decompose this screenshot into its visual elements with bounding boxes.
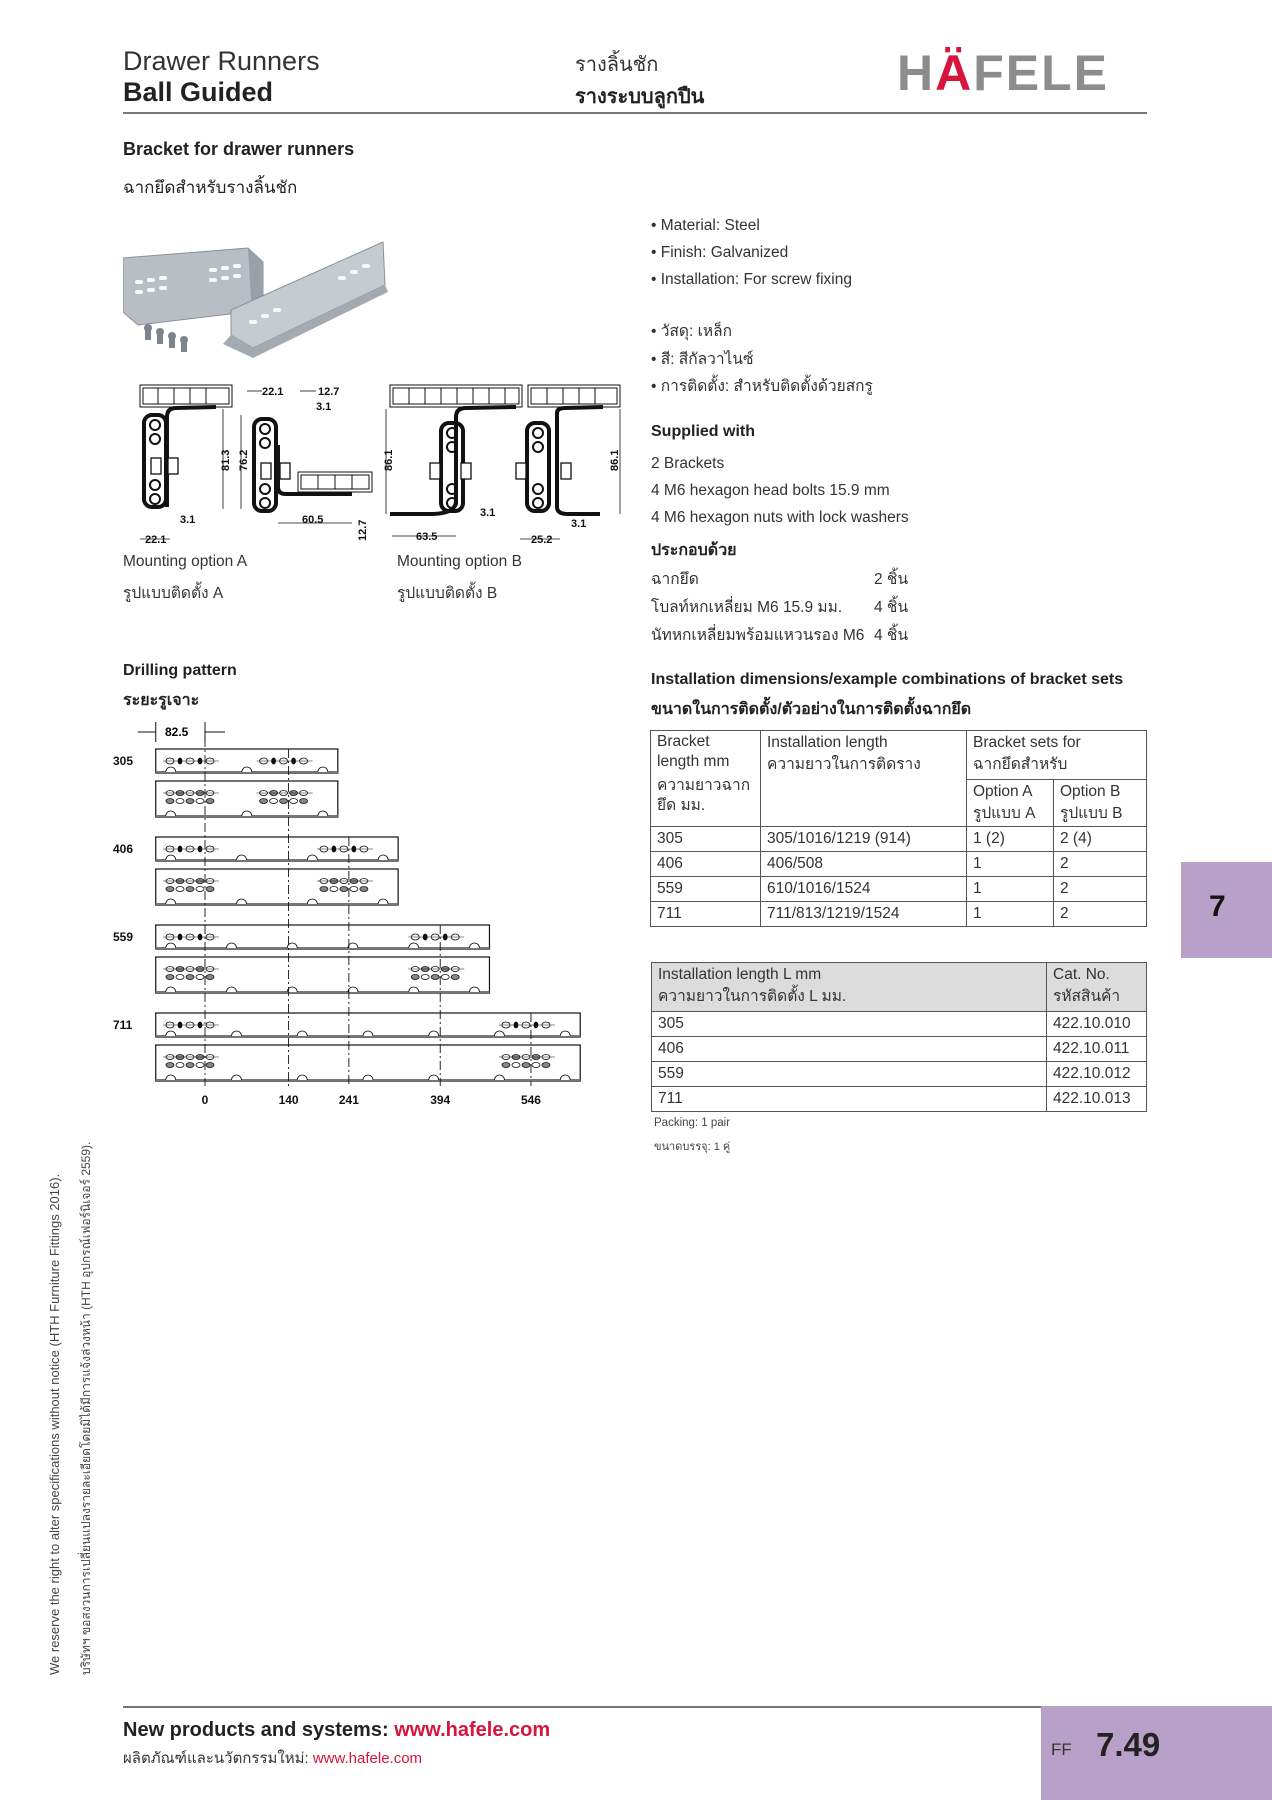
footer-line-thai: ผลิตภัณฑ์และนวัตกรรมใหม่: www.hafele.com xyxy=(123,1750,423,1767)
drawer-panel-b2 xyxy=(528,385,620,407)
tick-label: 0 xyxy=(201,1093,209,1107)
dim-label: 25.2 xyxy=(531,534,553,546)
table-row: 406 422.10.011 xyxy=(652,1037,1147,1062)
dim-label: 3.1 xyxy=(480,507,496,519)
hole xyxy=(280,799,288,804)
header-divider xyxy=(123,112,1147,114)
spec-item: • Finish: Galvanized xyxy=(651,244,789,261)
hole xyxy=(502,1063,510,1068)
packing-note-thai: ขนาดบรรจุ: 1 คู่ xyxy=(654,1141,731,1153)
length-label: 711 xyxy=(113,1018,133,1032)
hole xyxy=(522,1063,530,1068)
hole xyxy=(350,887,358,892)
hole xyxy=(166,975,174,980)
hole xyxy=(300,799,308,804)
logo-part: FELE xyxy=(973,45,1110,101)
hole xyxy=(176,799,184,804)
catalog-table xyxy=(651,962,1147,1112)
tick-label: 140 xyxy=(278,1093,299,1107)
hole xyxy=(166,1063,174,1068)
page-number: 7.49 xyxy=(1096,1726,1161,1763)
hole xyxy=(196,975,204,980)
combinations-table xyxy=(650,730,1147,927)
supplied-item-thai: โบลท์หกเหลี่ยม M6 15.9 มม. 4 ชิ้น xyxy=(651,599,909,616)
hole xyxy=(176,1063,184,1068)
hole xyxy=(186,975,194,980)
product-photo xyxy=(123,240,393,365)
header-option-a: Option A รูปแบบ A xyxy=(967,780,1054,827)
spec-list xyxy=(651,212,852,293)
page-number-box xyxy=(1041,1706,1272,1800)
product-title: Bracket for drawer runners xyxy=(123,139,355,159)
mounting-option-a-caption: Mounting option A xyxy=(123,553,248,570)
table-row: 305 422.10.010 xyxy=(652,1012,1147,1037)
hole xyxy=(451,975,459,980)
page-title: Drawer Runners xyxy=(123,46,320,76)
dim-label: 3.1 xyxy=(316,401,332,413)
logo-accent: Ä xyxy=(935,45,974,101)
mounting-drawings xyxy=(120,383,640,553)
hole xyxy=(166,887,174,892)
hole xyxy=(206,799,214,804)
dim-label: 86.1 xyxy=(383,449,395,471)
header-option-b: Option B รูปแบบ B xyxy=(1054,780,1147,827)
section-code: FF xyxy=(1051,1740,1072,1759)
hole xyxy=(176,887,184,892)
length-label: 406 xyxy=(113,842,134,856)
hole xyxy=(166,799,174,804)
drawer-panel-a2 xyxy=(298,472,372,492)
spec-item: • Material: Steel xyxy=(651,217,760,234)
hole xyxy=(206,975,214,980)
hole xyxy=(176,975,184,980)
hole xyxy=(441,975,449,980)
table1-title: Installation dimensions/example combinations of bracket sets xyxy=(651,671,1124,688)
table-row: 711 422.10.013 xyxy=(652,1087,1147,1112)
dim-label: 81.3 xyxy=(220,449,232,471)
footer-link[interactable]: www.hafele.com xyxy=(394,1719,551,1741)
tick-label: 546 xyxy=(520,1093,541,1107)
drilling-pattern-diagram xyxy=(110,720,590,1115)
tick-label: 394 xyxy=(430,1093,451,1107)
chapter-tab xyxy=(1181,862,1272,958)
hole xyxy=(186,1063,194,1068)
hole xyxy=(196,1063,204,1068)
supplied-item: 4 M6 hexagon head bolts 15.9 mm xyxy=(651,482,890,499)
table-row: 559 422.10.012 xyxy=(652,1062,1147,1087)
dim-label: 12.7 xyxy=(357,519,369,541)
dim-label: 63.5 xyxy=(416,531,438,543)
supplied-item-thai: นัทหกเหลี่ยมพร้อมแหวนรอง M6 4 ชิ้น xyxy=(651,627,909,644)
hole xyxy=(421,975,429,980)
spec-item-thai: • สี: สีกัลวาไนซ์ xyxy=(651,350,754,368)
length-label: 559 xyxy=(113,930,134,944)
mounting-option-b-caption: Mounting option B xyxy=(397,553,522,570)
mounting-option-a-caption-thai: รูปแบบติดตั้ง A xyxy=(123,585,224,602)
dim-label: 76.2 xyxy=(238,449,250,471)
hole xyxy=(320,887,328,892)
header-install-length: Installation length ความยาวในการติดราง xyxy=(761,731,967,827)
logo-part: H xyxy=(897,45,936,101)
drilling-title-thai: ระยะรูเจาะ xyxy=(123,692,200,709)
dim-label: 3.1 xyxy=(180,514,196,526)
table-row: 406 406/508 1 2 xyxy=(651,852,1147,877)
product-title-thai: ฉากยึดสำหรับรางลิ้นชัก xyxy=(123,178,298,197)
dim-label: 86.1 xyxy=(609,449,621,471)
footer-line: New products and systems: www.hafele.com xyxy=(123,1719,551,1741)
hole xyxy=(290,799,298,804)
spec-item: • Installation: For screw fixing xyxy=(651,271,852,288)
hafele-logo xyxy=(897,45,1110,101)
hole xyxy=(360,887,368,892)
dim-label: 60.5 xyxy=(302,514,324,526)
page-title-thai: รางลิ้นชัก xyxy=(575,54,659,76)
table-row: 305 305/1016/1219 (914) 1 (2) 2 (4) xyxy=(651,827,1147,852)
footer-divider xyxy=(123,1706,1041,1708)
table1-title-thai: ขนาดในการติดตั้ง/ตัวอย่างในการติดตั้งฉากยึด xyxy=(651,701,972,718)
table-row: 711 711/813/1219/1524 1 2 xyxy=(651,902,1147,927)
hole xyxy=(512,1063,520,1068)
side-note-thai: บริษัทฯ ขอสงวนการเปลี่ยนแปลงรายละเอียดโดยมิได้มีการแจ้งล่วงหน้า (HTH อุปกรณ์เฟอร์นิเจอร์ 2559). xyxy=(79,1141,93,1675)
hole xyxy=(340,887,348,892)
table-row: 559 610/1016/1524 1 2 xyxy=(651,877,1147,902)
header-cat-no: Cat. No. รหัสสินค้า xyxy=(1047,963,1147,1012)
side-note-en: We reserve the right to alter specifications without notice (HTH Furniture Fittings 2016). xyxy=(47,1173,62,1675)
hole xyxy=(186,799,194,804)
supplied-title-thai: ประกอบด้วย xyxy=(651,542,737,559)
header-bracket-length: Bracket length mm ความยาวฉากยึด มม. xyxy=(651,731,761,827)
hole xyxy=(270,799,278,804)
supplied-list xyxy=(651,450,909,531)
hole xyxy=(431,975,439,980)
header-install-length-l: Installation length L mm ความยาวในการติดตั้ง L มม. xyxy=(652,963,1047,1012)
hole xyxy=(186,887,194,892)
dim-label: 3.1 xyxy=(571,518,587,530)
tick-label: 241 xyxy=(338,1093,359,1107)
mounting-option-b-caption-thai: รูปแบบติดตั้ง B xyxy=(397,585,498,602)
supplied-item: 2 Brackets xyxy=(651,455,725,472)
drilling-title: Drilling pattern xyxy=(123,662,237,679)
page-subtitle: Ball Guided xyxy=(123,77,274,107)
offset-label: 82.5 xyxy=(165,725,189,739)
hole xyxy=(542,1063,550,1068)
spec-item-thai: • วัสดุ: เหล็ก xyxy=(651,323,732,340)
packing-note: Packing: 1 pair xyxy=(654,1117,731,1129)
spec-item-thai: • การติดตั้ง: สำหรับติดตั้งด้วยสกรู xyxy=(651,378,873,395)
dim-label: 22.1 xyxy=(262,386,284,398)
spec-list-thai xyxy=(651,318,873,401)
hole xyxy=(206,1063,214,1068)
hole xyxy=(411,975,419,980)
bracket-strip xyxy=(156,957,490,993)
chapter-number: 7 xyxy=(1209,890,1226,923)
hole xyxy=(206,887,214,892)
hole xyxy=(532,1063,540,1068)
drawer-panel-b xyxy=(390,385,522,407)
supplied-title: Supplied with xyxy=(651,423,755,440)
page-subtitle-thai: รางระบบลูกปืน xyxy=(575,86,705,108)
dim-label: 22.1 xyxy=(145,534,167,546)
supplied-item: 4 M6 hexagon nuts with lock washers xyxy=(651,509,909,526)
drawer-panel-a xyxy=(140,385,232,407)
hole xyxy=(196,887,204,892)
supplied-item-thai: ฉากยึด 2 ชิ้น xyxy=(651,571,909,588)
hole xyxy=(330,887,338,892)
supplied-list-thai xyxy=(651,566,921,650)
length-label: 305 xyxy=(113,754,134,768)
footer-link-thai[interactable]: www.hafele.com xyxy=(312,1750,423,1767)
hole xyxy=(196,799,204,804)
hole xyxy=(260,799,268,804)
header-bracket-sets: Bracket sets for ฉากยึดสำหรับ xyxy=(967,731,1147,780)
dim-label: 12.7 xyxy=(318,386,340,398)
